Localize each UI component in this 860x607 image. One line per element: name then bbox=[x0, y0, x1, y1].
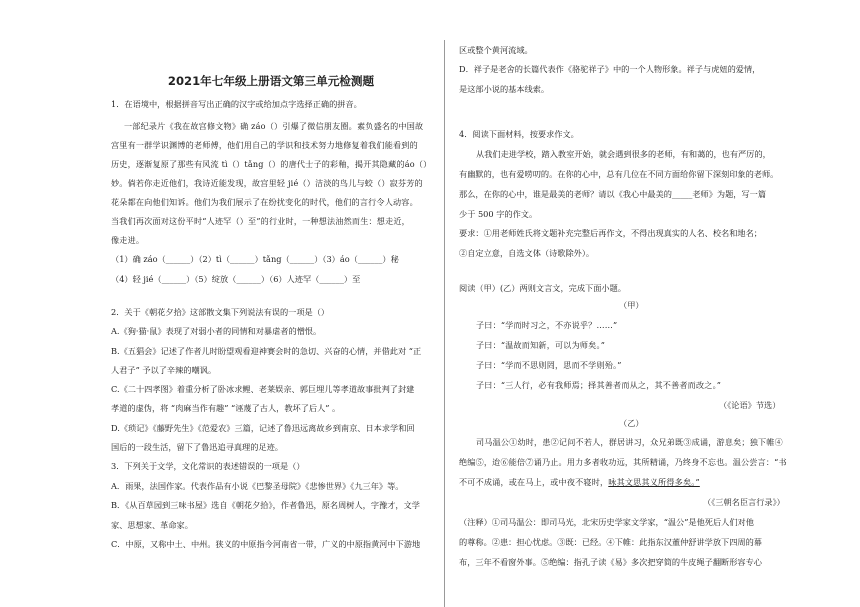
line-text: （注释）①司马温公：即司马光，北宋历史学家文学家，“温公”是他死后人们对他 bbox=[459, 517, 754, 527]
line-text: 子曰：“三人行，必有我师焉；择其善者而从之，其不善者而改之。” bbox=[476, 380, 722, 390]
line-text: A．雨果，法国作家。代表作品有小说《巴黎圣母院》《悲惨世界》《九三年》等。 bbox=[111, 481, 404, 491]
underlined-sentence: 咏其文思其义所得多矣。” bbox=[608, 477, 700, 487]
right-text-line bbox=[476, 437, 783, 448]
line-text: （甲） bbox=[619, 300, 644, 310]
line-text: 3．下列关于文学，文化常识的表述错误的一项是（） bbox=[111, 461, 305, 471]
line-text: D．祥子是老舍的长篇代表作《骆驼祥子》中的一个人物形象。祥子与虎妞的爱情， bbox=[459, 64, 761, 74]
line-text: 花朵都在向他们知诉。他们为我们展示了在纷扰变化的时代，他们的言行令人动容。 bbox=[111, 197, 418, 207]
line-text: 人君子” 予以了辛辣的嘲讽。 bbox=[111, 365, 217, 375]
left-text-line bbox=[111, 159, 431, 170]
line-text: 有幽默的，也有爱唠叨的。在你的心中，总有几位在不同方面给你留下深刻印象的老师。 bbox=[459, 169, 779, 179]
line-text: 不可不成诵，或在马上，或中夜不寝时， bbox=[459, 477, 609, 487]
line-text: 国后的一段生活，留下了鲁迅追寻真理的足迹。 bbox=[111, 442, 283, 452]
line-text: B．《从百草园到三味书屋》选自《朝花夕拾》，作者鲁迅，原名周树人，字豫才，文学 bbox=[111, 500, 420, 510]
left-text-line bbox=[111, 254, 399, 265]
right-text-line bbox=[703, 497, 785, 508]
line-text: ②自定立意，自选文体（诗歌除外）。 bbox=[459, 248, 595, 258]
left-text-line bbox=[111, 461, 305, 472]
page-title: 2021年七年级上册语文第三单元检测题 bbox=[167, 74, 375, 88]
line-text: 2．关于《朝花夕拾》这部散文集下列说法有误的一项是（） bbox=[111, 307, 330, 317]
left-text-line bbox=[111, 365, 216, 376]
line-text: 1．在语境中，根据拼音写出正确的汉字或给加点字选择正确的拼音。 bbox=[111, 99, 362, 109]
line-text: 司马温公①幼时，患②记问不若人，群居讲习，众兄弟既③成诵，游息矣；独下帷④ bbox=[476, 437, 783, 447]
right-text-line bbox=[719, 400, 780, 411]
right-text-line bbox=[619, 418, 644, 429]
line-text: 那么，在你的心中，谁是最美的老师？请以《我心中最美的_____老师》为题，写一篇 bbox=[459, 189, 767, 199]
left-text-line bbox=[111, 197, 418, 208]
left-text-line bbox=[111, 346, 421, 357]
right-text-line bbox=[476, 360, 622, 371]
line-text: 历史，逐渐复原了那些有风流 tì（）tǎng（）的唐代士子的彩釉，揭开其隐藏的áo（） bbox=[111, 159, 432, 169]
right-text-line bbox=[459, 228, 762, 239]
left-text-line bbox=[111, 539, 420, 550]
line-text: 少于 500 字的作文。 bbox=[459, 209, 538, 219]
line-text: 像走进。 bbox=[111, 235, 145, 245]
line-text: C.《二十四孝图》着重分析了卧冰求鲤、老莱娱亲、郭巨埋儿等孝道故事批判了封建 bbox=[111, 384, 415, 394]
right-text-line bbox=[459, 129, 579, 140]
line-text: B.《五猖会》记述了作者儿时盼望观看迎神赛会时的急切、兴奋的心情，并借此对 “正 bbox=[111, 346, 422, 356]
line-text: （4）轻 jié（______）（5）绽放（______）（6）人迹罕（______）至 bbox=[111, 274, 361, 284]
left-text-line bbox=[111, 216, 410, 227]
right-text-line bbox=[459, 457, 787, 468]
line-text: 当我们再次面对这份平时“人迹罕（）至”的行业时，一种想法油然而生：想走近， bbox=[111, 216, 410, 226]
left-text-line bbox=[111, 307, 329, 318]
line-text: 家、思想家、革命家。 bbox=[111, 520, 193, 530]
line-text: 一部纪录片《我在故宫修文物》确 záo（）引爆了微信朋友圈。素负盛名的中国故 bbox=[124, 121, 424, 131]
left-text-line bbox=[111, 140, 418, 151]
right-text-line bbox=[459, 189, 766, 200]
line-text: （乙） bbox=[619, 418, 644, 428]
right-text-line bbox=[476, 380, 721, 391]
left-text-line bbox=[124, 121, 423, 132]
left-text-line bbox=[111, 274, 360, 285]
line-text: D.《琐记》《藤野先生》《范爱农》三篇，记述了鲁迅远离故乡到南京、日本求学和回 bbox=[111, 423, 415, 433]
right-text-line bbox=[459, 537, 762, 548]
line-text: 是这部小说的基本线索。 bbox=[459, 84, 550, 94]
left-text-line bbox=[111, 178, 423, 189]
line-text: 4．阅读下面材料，按要求作文。 bbox=[459, 129, 579, 139]
line-text: 子曰：“学而时习之，不亦说乎？……” bbox=[476, 320, 618, 330]
left-text-line bbox=[111, 442, 283, 453]
line-text: 孝道的虚伪，将 “肉麻当作有趣” “诬蔑了古人，教坏了后人” 。 bbox=[111, 403, 341, 413]
right-text-line bbox=[476, 149, 771, 160]
line-text: 子曰：“学而不思则罔，思而不学则殆。” bbox=[476, 360, 622, 370]
line-text: C．中原，又称中土、中州。狭义的中原指今河南省一带，广义的中原指黄河中下游地 bbox=[111, 539, 421, 549]
line-text: 妙。倘若你走近他们，我诗近能发现，故宫里轻 jié（）洁淡的鸟儿与蛟（）寂芬芳的 bbox=[111, 178, 423, 188]
right-text-line bbox=[459, 209, 537, 220]
right-text-line bbox=[459, 84, 549, 95]
line-text: A.《狗·猫·鼠》表现了对弱小者的同情和对暴虐者的憎恨。 bbox=[111, 326, 322, 336]
line-text: 区或整个黄河流域。 bbox=[459, 45, 533, 55]
right-text-line bbox=[476, 340, 605, 351]
left-text-line bbox=[111, 423, 415, 434]
line-text: 的尊称。②患：担心忧虑。③既：已经。④下帷：此指东汉董仲舒讲学放下四周的幕 bbox=[459, 537, 762, 547]
line-text: 布，三年不看窗外事。⑤绝编：指孔子读《易》多次把穿简的牛皮绳子翻断形容专心 bbox=[459, 557, 762, 567]
left-text-line bbox=[111, 235, 144, 246]
left-text-line bbox=[111, 326, 321, 337]
right-text-line bbox=[459, 248, 594, 259]
right-text-line bbox=[459, 283, 626, 294]
column-divider bbox=[444, 40, 445, 607]
line-text: 阅读（甲）(乙）两则文言文，完成下面小题。 bbox=[459, 283, 626, 293]
line-text: （1）确 záo（______）（2）tì（______）tǎng（______）（3）áo（______）秘 bbox=[111, 254, 399, 264]
right-text-line bbox=[459, 45, 533, 56]
left-text-line bbox=[111, 384, 414, 395]
left-text-line bbox=[111, 520, 193, 531]
right-text-line bbox=[619, 300, 644, 311]
line-text: （《论语》节选） bbox=[719, 400, 781, 410]
left-text-line bbox=[111, 481, 403, 492]
line-text: 要求：①用老师姓氏将文题补充完整后再作文，不得出现真实的人名、校名和地名； bbox=[459, 228, 762, 238]
right-text-line bbox=[459, 557, 762, 568]
right-text-line bbox=[459, 517, 754, 528]
left-text-line bbox=[111, 500, 420, 511]
right-text-line bbox=[459, 64, 760, 75]
right-text-line bbox=[459, 169, 778, 180]
right-text-line bbox=[476, 320, 617, 331]
line-text: （《三朝名臣言行录》） bbox=[703, 497, 785, 507]
line-text: 宫里有一群学识渊博的老师傅，他们用自己的学识和技术努力地修复着我们能看到的 bbox=[111, 140, 418, 150]
right-text-line bbox=[459, 477, 700, 488]
line-text: 从我们走进学校，踏入教室开始，就会遇到很多的老师，有和蔼的，也有严厉的， bbox=[476, 149, 771, 159]
line-text: 子曰：“温故而知新，可以为师矣。” bbox=[476, 340, 606, 350]
left-text-line bbox=[111, 99, 362, 110]
line-text: 绝编⑤，迨⑥能倍⑦诵乃止。用力多者收功远，其所精诵，乃终身不忘也。温公尝言：“书 bbox=[459, 457, 787, 467]
left-text-line bbox=[111, 403, 340, 414]
